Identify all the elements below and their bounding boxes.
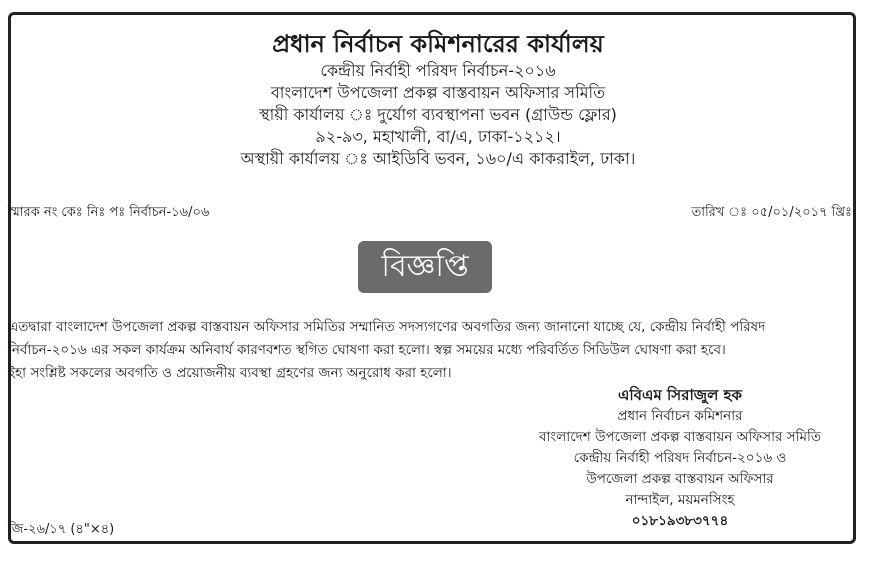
temporary-office: অস্থায়ী কার্যালয় ঃ আইডিবি ভবন, ১৬০/এ কাকরাইল, ঢাকা। <box>240 149 636 168</box>
ad-code: জি-২৬/১৭ (৪"×৪) <box>8 522 115 537</box>
signatory-location: নান্দাইল, ময়মনসিংহ <box>625 492 735 508</box>
signatory-association: বাংলাদেশ উপজেলা প্রকল্প বাস্তবায়ন অফিসার সমিতি <box>538 429 821 445</box>
memo-reference: স্মারক নং কেঃ নিঃ পঃ নির্বাচন-১৬/০৬ <box>8 205 210 220</box>
association-name: বাংলাদেশ উপজেলা প্রকল্প বাস্তবায়ন অফিসার সমিতি <box>270 83 606 102</box>
signature-block <box>530 384 830 532</box>
office-address: ৯২-৯৩, মহাখালী, বা/এ, ঢাকা-১২১২। <box>315 127 561 146</box>
notice-badge: বিজ্ঞপ্তি <box>358 241 492 293</box>
office-title: প্রধান নির্বাচন কমিশনারের কার্যালয় <box>272 30 604 58</box>
notice-date: তারিখ ঃ ০৫/০১/২০১৭ খ্রিঃ <box>691 205 852 220</box>
signatory-election: কেন্দ্রীয় নির্বাহী পরিষদ নির্বাচন-২০১৬ ও <box>573 450 787 466</box>
signatory-title: প্রধান নির্বাচন কমিশনার <box>617 408 743 424</box>
notice-body <box>8 316 848 385</box>
signatory-name: এবিএম সিরাজুল হক <box>617 386 742 404</box>
signatory-post: উপজেলা প্রকল্প বাস্তবায়ন অফিসার <box>586 471 774 487</box>
permanent-office: স্থায়ী কার্যালয় ঃ দুর্যোগ ব্যবস্থাপনা ভবন (গ্রাউন্ড ফ্লোর) <box>259 105 617 124</box>
notice-header <box>0 28 876 170</box>
body-line: এতদ্বারা বাংলাদেশ উপজেলা প্রকল্প বাস্তবায়ন অফিসার সমিতির সম্মানিত সদস্যগণের অবগতির জন্য জানানো যাচ্ছে যে, কেন্দ্রীয় নির্বাহী পরিষদ <box>8 319 766 335</box>
election-name: কেন্দ্রীয় নির্বাহী পরিষদ নির্বাচন-২০১৬ <box>320 61 556 80</box>
signatory-phone: ০১৮১৯৩৮৩৭৭৪ <box>631 513 729 529</box>
body-line: নির্বাচন-২০১৬ এর সকল কার্যক্রম অনিবার্য কারণবশত স্থগিত ঘোষণা করা হলো। স্বল্প সময়ের মধ্যে পরিবর্তিত সিডিউল ঘোষণা করা হবে। <box>8 342 726 358</box>
body-line: ইহা সংশ্লিষ্ট সকলের অবগতি ও প্রয়োজনীয় ব্যবস্থা গ্রহণের জন্য অনুরোধ করা হলো। <box>8 365 452 381</box>
